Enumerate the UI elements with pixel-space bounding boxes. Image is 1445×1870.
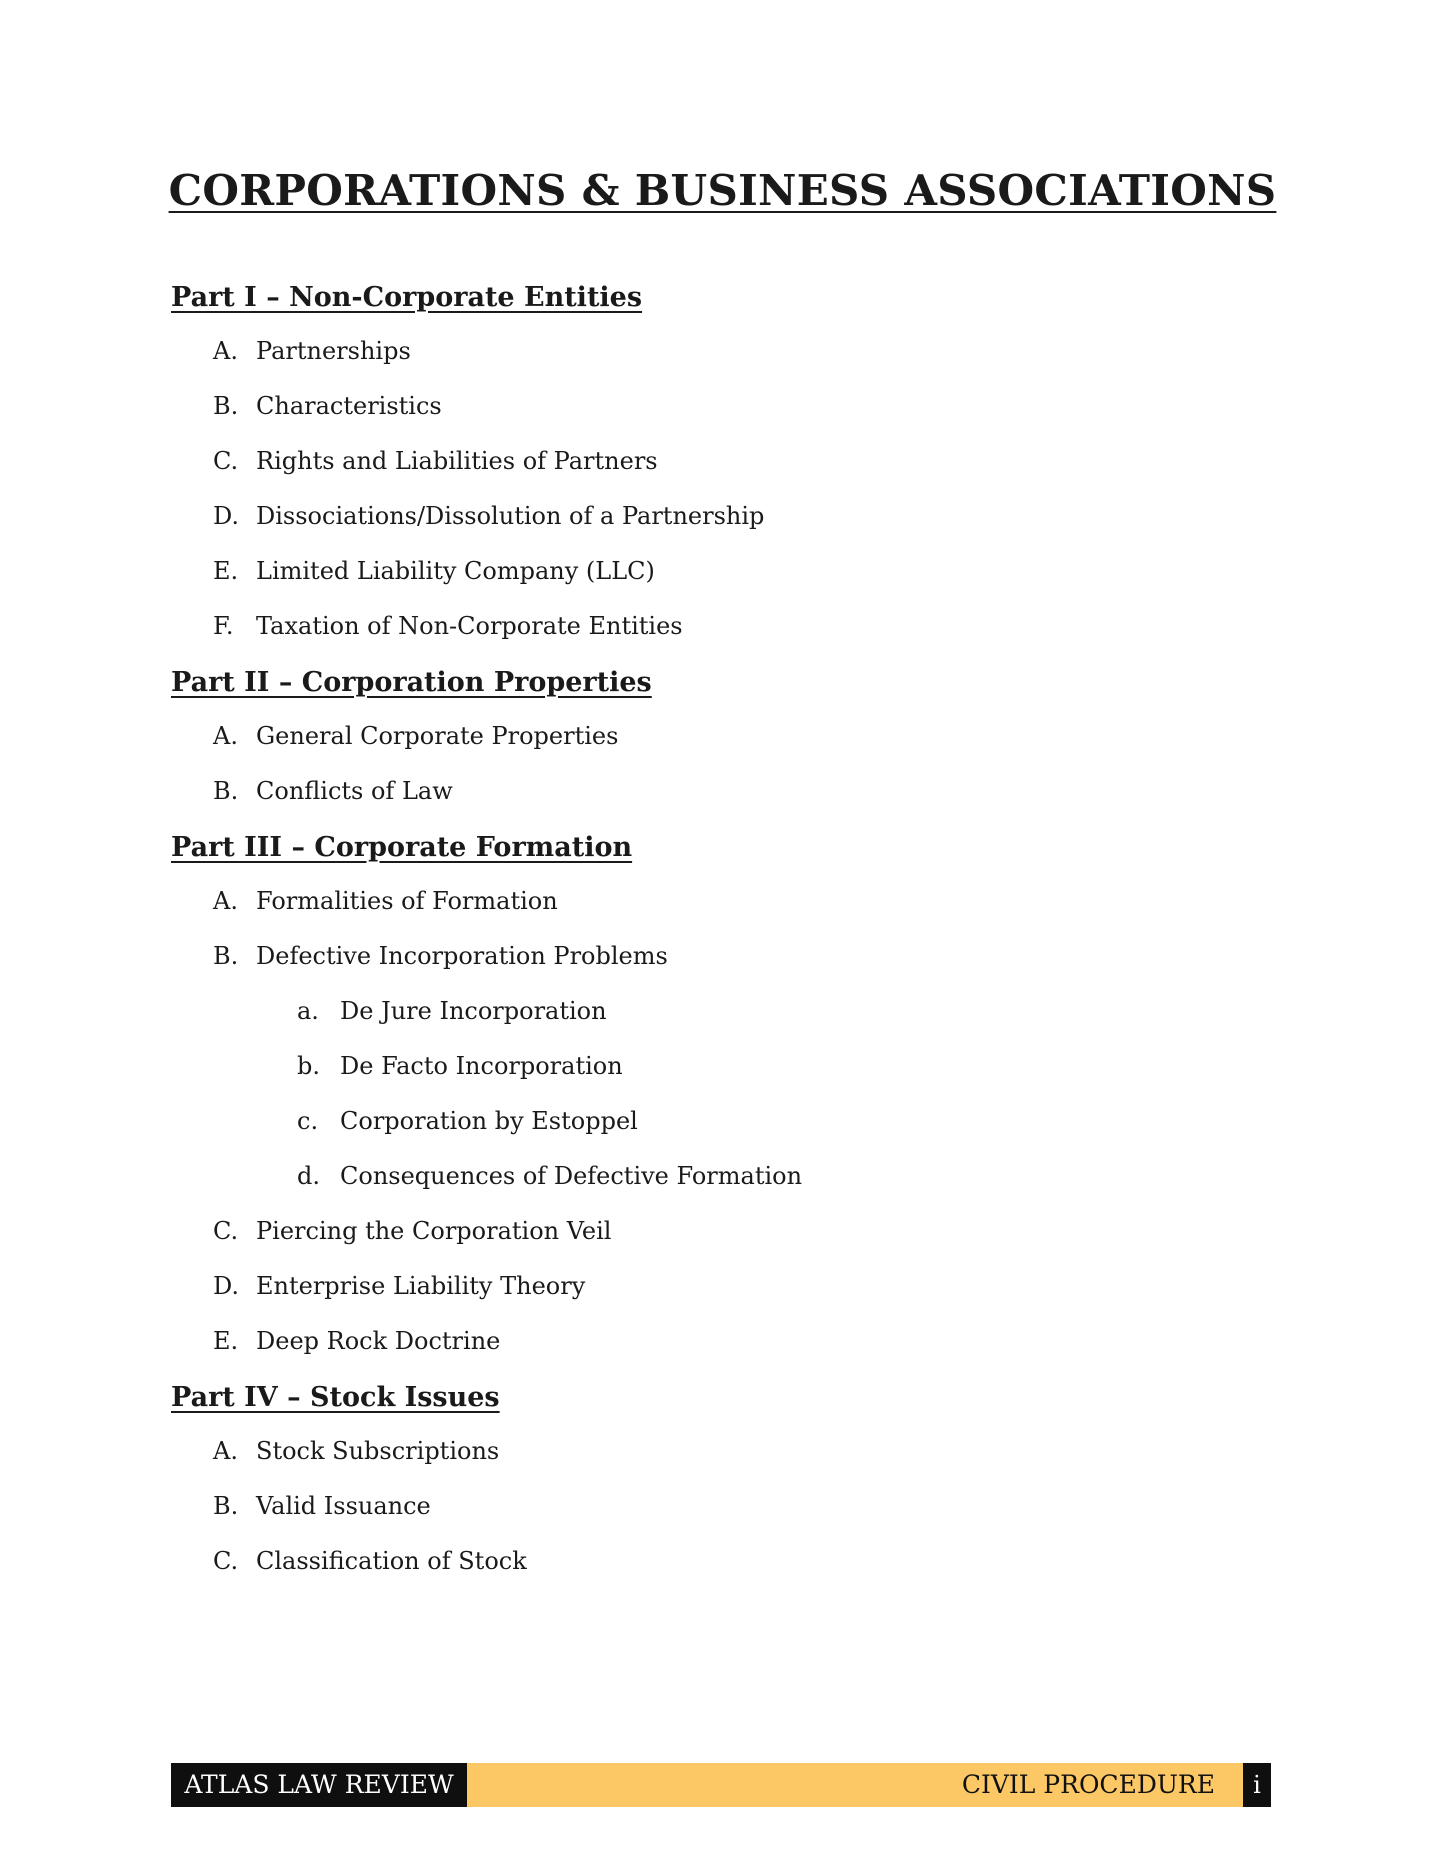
toc-subitem-marker: c. [297, 1107, 319, 1135]
toc-item-label: Stock Subscriptions [256, 1437, 500, 1465]
toc-item-marker: C. [213, 1217, 239, 1245]
toc-subitem-label: Consequences of Defective Formation [340, 1162, 803, 1190]
toc-item [171, 1270, 1271, 1325]
toc-item-label: Rights and Liabilities of Partners [256, 447, 658, 475]
page-number: i [1243, 1763, 1271, 1807]
toc-item [171, 720, 1271, 775]
toc-item-marker: D. [213, 502, 240, 530]
toc-item-label: Limited Liability Company (LLC) [256, 557, 655, 585]
toc-subitem-marker: b. [297, 1052, 320, 1080]
toc-subitem-label: De Facto Incorporation [340, 1052, 623, 1080]
toc-item-label: Defective Incorporation Problems [256, 942, 668, 970]
document-title: CORPORATIONS & BUSINESS ASSOCIATIONS [168, 166, 1277, 215]
toc-subitem [171, 1160, 1271, 1215]
toc-item [171, 555, 1271, 610]
toc-item-marker: C. [213, 447, 239, 475]
toc-item-marker: B. [213, 1492, 239, 1520]
toc-item-label: Taxation of Non-Corporate Entities [256, 612, 683, 640]
toc-item [171, 610, 1271, 665]
toc-item-marker: A. [213, 337, 238, 365]
toc-subitem-label: Corporation by Estoppel [340, 1107, 638, 1135]
toc-item-label: Partnerships [256, 337, 411, 365]
toc-subitem-marker: d. [297, 1162, 320, 1190]
toc-item-label: Formalities of Formation [256, 887, 558, 915]
part-heading: Part IV – Stock Issues [171, 1382, 500, 1413]
toc-item [171, 390, 1271, 445]
toc-subitem [171, 1105, 1271, 1160]
toc-subitem-marker: a. [297, 997, 319, 1025]
toc-item-marker: A. [213, 722, 238, 750]
toc-subitem-label: De Jure Incorporation [340, 997, 607, 1025]
toc-item-marker: E. [213, 1327, 239, 1355]
toc-subitem [171, 995, 1271, 1050]
toc-item-marker: F. [213, 612, 234, 640]
toc-item-label: Valid Issuance [256, 1492, 431, 1520]
toc-item-label: Dissociations/Dissolution of a Partnership [256, 502, 765, 530]
part-heading: Part III – Corporate Formation [171, 832, 633, 863]
toc-item-label: Conflicts of Law [256, 777, 453, 805]
toc-item-label: Classification of Stock [256, 1547, 527, 1575]
toc-item [171, 500, 1271, 555]
toc-item [171, 1325, 1271, 1380]
toc-item [171, 775, 1271, 830]
toc-item [171, 445, 1271, 500]
toc-item-marker: B. [213, 942, 239, 970]
toc-item-marker: A. [213, 1437, 238, 1465]
footer-publication-label: ATLAS LAW REVIEW [171, 1763, 467, 1807]
toc-item-label: Enterprise Liability Theory [256, 1272, 586, 1300]
part-heading: Part II – Corporation Properties [171, 667, 652, 698]
toc-item [171, 335, 1271, 390]
page-footer [171, 1763, 1271, 1807]
toc-item-marker: E. [213, 557, 239, 585]
part-heading: Part I – Non-Corporate Entities [171, 282, 643, 313]
table-of-contents [171, 280, 1271, 1600]
toc-item-label: Deep Rock Doctrine [256, 1327, 501, 1355]
toc-item-label: General Corporate Properties [256, 722, 619, 750]
toc-subitem [171, 1050, 1271, 1105]
toc-item [171, 1215, 1271, 1270]
toc-item-marker: C. [213, 1547, 239, 1575]
toc-item [171, 1435, 1271, 1490]
toc-item-marker: B. [213, 392, 239, 420]
footer-subject-label: CIVIL PROCEDURE [961, 1770, 1215, 1799]
toc-item-label: Characteristics [256, 392, 442, 420]
toc-item-marker: D. [213, 1272, 240, 1300]
toc-item [171, 885, 1271, 940]
toc-item-label: Piercing the Corporation Veil [256, 1217, 612, 1245]
toc-item [171, 1545, 1271, 1600]
toc-item-marker: B. [213, 777, 239, 805]
toc-item-marker: A. [213, 887, 238, 915]
toc-item [171, 940, 1271, 995]
toc-item [171, 1490, 1271, 1545]
